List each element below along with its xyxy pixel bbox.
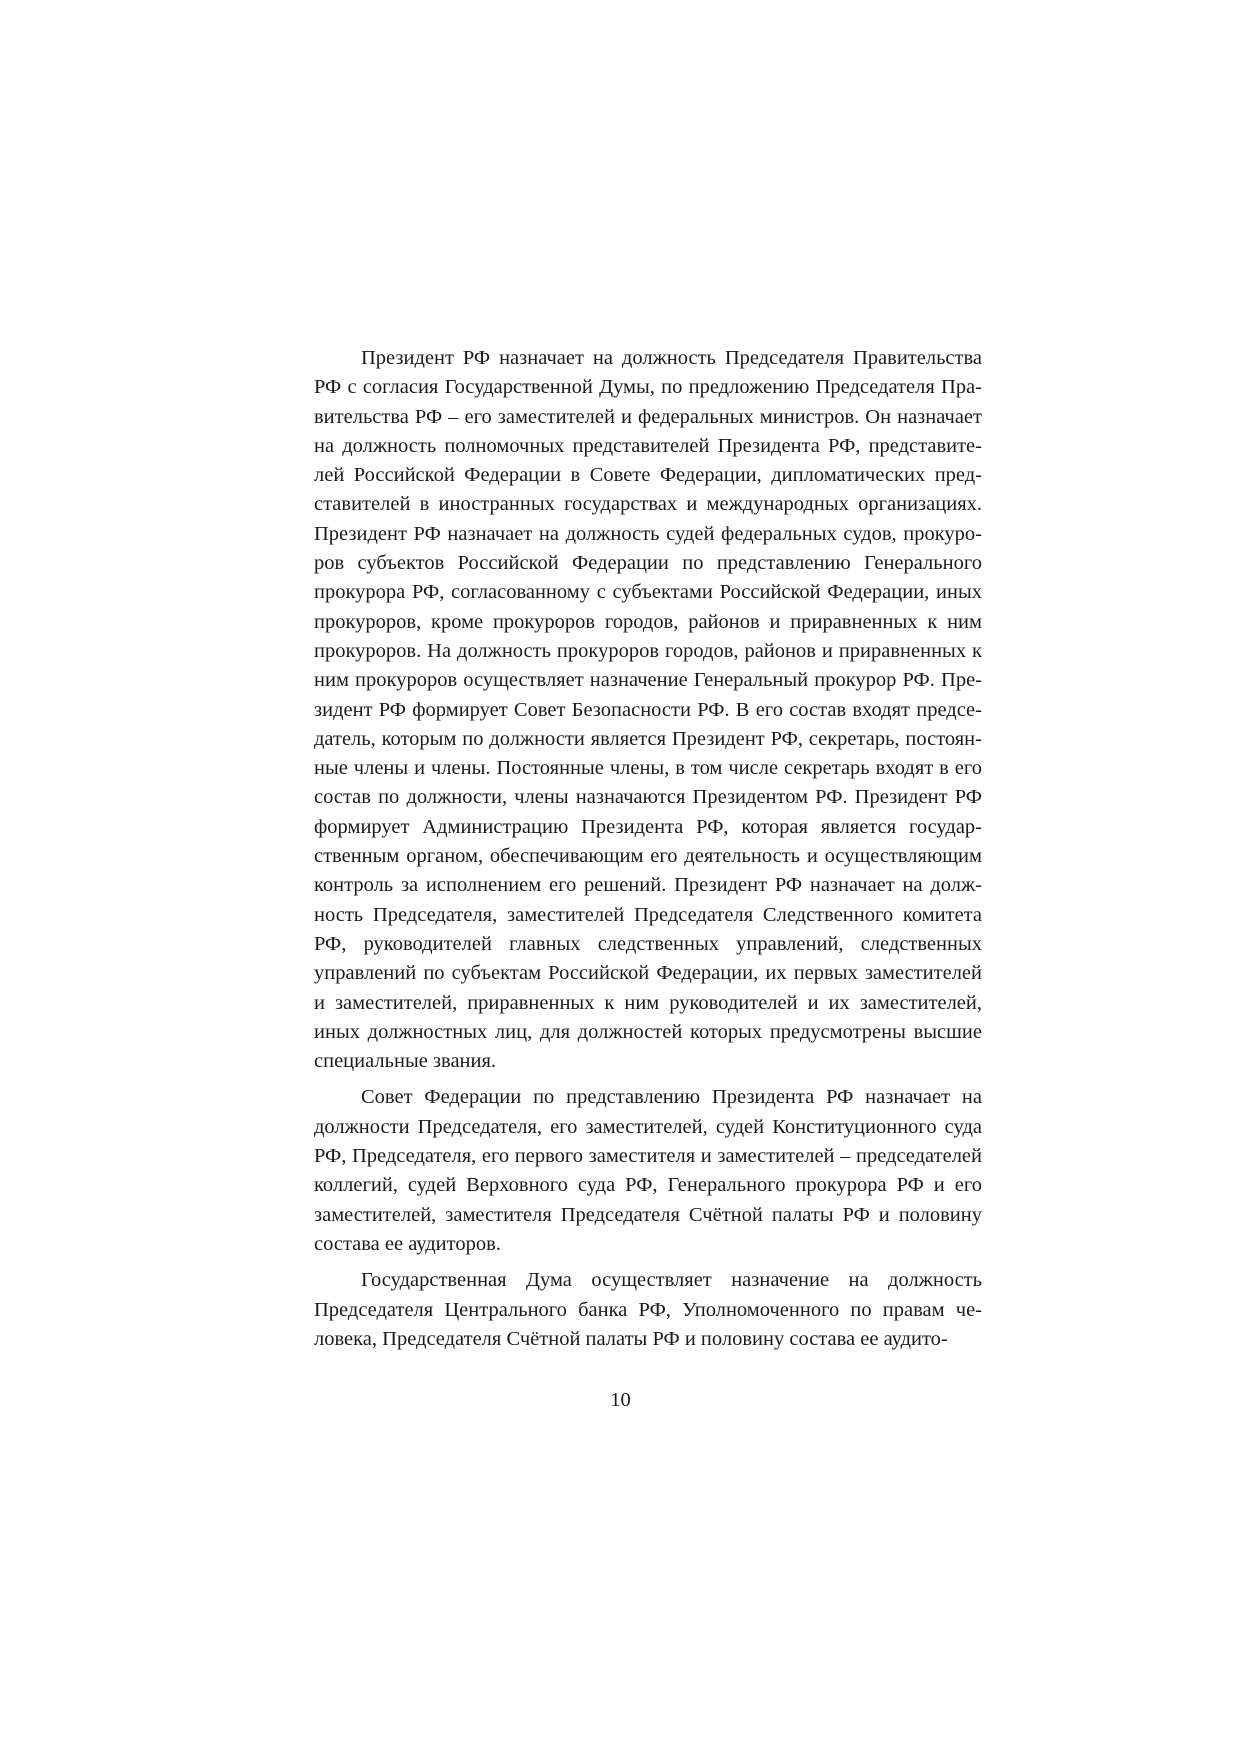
page-number: 10 (610, 1389, 631, 1411)
paragraph-state-duma: Государственная Дума осуществляет назначение на должность Председателя Центрального банка РФ, Уполномоченного по правам человека, Председателя Счётной палаты РФ и половину состава ее аудито- (314, 1269, 982, 1350)
body-text (314, 344, 982, 1354)
paragraph-president-appointments: Президент РФ назначает на должность Председателя Правительства РФ с согласия Государственной Думы, по предложению Председателя Правительства РФ – его заместителей и федеральных министров. Он назначает на должность полномочных представителей Президента РФ, представителей Российской Федерации в Совете Федерации, дипломатических представителей в иностранных государствах и международных организациях. Президент РФ назначает на должность судей федеральных судов, прокуроров субъектов Российской Федерации по представлению Генерального прокурора РФ, согласованному с субъектами Российской Федерации, иных прокуроров, кроме прокуроров городов, районов и приравненных к ним прокуроров. На должность прокуроров городов, районов и приравненных к ним прокуроров осуществляет назначение Генеральный прокурор РФ. Президент РФ формирует Совет Безопасности РФ. В его состав входят председатель, которым по должности является Президент РФ, секретарь, постоянные члены и члены. Постоянные члены, в том числе секретарь входят в его состав по должности, члены назначаются Президентом РФ. Президент РФ формирует Администрацию Президента РФ, которая является государственным органом, обеспечивающим его деятельность и осуществляющим контроль за исполнением его решений. Президент РФ назначает на должность Председателя, заместителей Председателя Следственного комитета РФ, руководителей главных следственных управлений, следственных управлений по субъектам Российской Федерации, их первых заместителей и заместителей, приравненных к ним руководителей и их заместителей, иных должностных лиц, для должностей которых предусмотрены высшие специальные звания. (314, 347, 982, 1073)
paragraph-federation-council: Совет Федерации по представлению Президента РФ назначает на должности Председателя, его заместителей, судей Конституционного суда РФ, Председателя, его первого заместителя и заместителей – председателей коллегий, судей Верховного суда РФ, Генерального прокурора РФ и его заместителей, заместителя Председателя Счётной палаты РФ и половину состава ее аудиторов. (314, 1086, 982, 1255)
